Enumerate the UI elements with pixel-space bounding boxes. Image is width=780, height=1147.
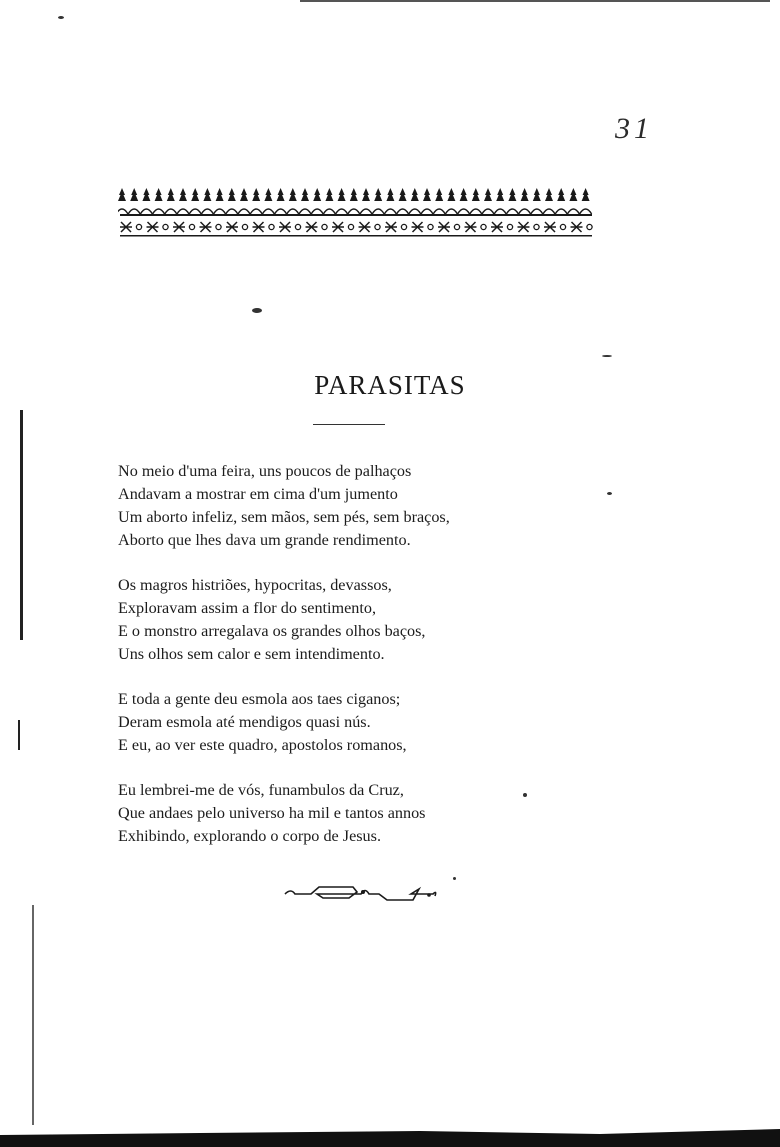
scan-left-edge-mark bbox=[18, 720, 20, 750]
ornament-spire bbox=[350, 188, 358, 201]
ornament-ring bbox=[295, 224, 300, 229]
poem-line: E toda a gente deu esmola aos taes ciganos; bbox=[118, 690, 401, 708]
poem-line: Um aborto infeliz, sem mãos, sem pés, sem braços, bbox=[118, 508, 450, 526]
ink-speck bbox=[252, 308, 262, 313]
stanza-3 bbox=[118, 688, 588, 757]
ornament-spire bbox=[191, 188, 199, 201]
poem-line: Eu lembrei-me de vós, funambulos da Cruz, bbox=[118, 781, 404, 799]
stanza-2 bbox=[118, 574, 588, 666]
poem-line: Os magros histriões, hypocritas, devassos, bbox=[118, 576, 392, 594]
ornament-star bbox=[491, 222, 503, 232]
ornament-spire bbox=[264, 188, 272, 201]
ornament-arch bbox=[336, 209, 348, 214]
ornament-ring bbox=[242, 224, 247, 229]
ornament-star bbox=[332, 222, 344, 232]
ornament-star bbox=[226, 222, 238, 232]
ornament-spire bbox=[472, 188, 480, 201]
ornament-spire bbox=[179, 188, 187, 201]
ornament-spire bbox=[508, 188, 516, 201]
ornament-spire bbox=[313, 188, 321, 201]
ornament-spire bbox=[569, 188, 577, 201]
ink-speck bbox=[607, 492, 612, 495]
ornament-arch bbox=[323, 209, 335, 214]
ornament-ring bbox=[348, 224, 353, 229]
ornament-spire bbox=[216, 188, 224, 201]
stanza-4 bbox=[118, 779, 588, 848]
ornament-arch bbox=[299, 209, 311, 214]
ornament-arch bbox=[118, 209, 128, 214]
title-underline bbox=[313, 424, 385, 425]
ornament-spire bbox=[362, 188, 370, 201]
stanza-1 bbox=[118, 460, 588, 552]
ornament-star bbox=[465, 222, 477, 232]
ornament-arch bbox=[250, 209, 262, 214]
ink-speck bbox=[523, 793, 527, 797]
ornament-spire bbox=[130, 188, 138, 201]
ornament-arch bbox=[567, 209, 579, 214]
ornament-arch bbox=[421, 209, 433, 214]
ornament-spire bbox=[338, 188, 346, 201]
ornament-ring bbox=[189, 224, 194, 229]
ornament-arch bbox=[287, 209, 299, 214]
ornament-spire bbox=[496, 188, 504, 201]
ornament-ring bbox=[507, 224, 512, 229]
ornament-arch bbox=[226, 209, 238, 214]
ornament-spire bbox=[447, 188, 455, 201]
ornament-ring bbox=[481, 224, 486, 229]
ornament-star bbox=[253, 222, 265, 232]
ornament-arch bbox=[494, 209, 506, 214]
ornament-ring bbox=[560, 224, 565, 229]
ornament-spire bbox=[118, 188, 126, 201]
poem-line: Uns olhos sem calor e sem intendimento. bbox=[118, 645, 385, 663]
ornament-arch bbox=[201, 209, 213, 214]
ornament-arch bbox=[543, 209, 555, 214]
ornament-arch bbox=[458, 209, 470, 214]
poem-line: Aborto que lhes dava um grande rendimento. bbox=[118, 531, 411, 549]
ornament-arch bbox=[531, 209, 543, 214]
ornament-arch bbox=[519, 209, 531, 214]
ornament-spire bbox=[533, 188, 541, 201]
ornament-arch bbox=[238, 209, 250, 214]
ornament-spire bbox=[289, 188, 297, 201]
poem-line: Deram esmola até mendigos quasi nús. bbox=[118, 713, 371, 731]
ornament-star bbox=[438, 222, 450, 232]
ornament-ring bbox=[216, 224, 221, 229]
ornament-spire bbox=[240, 188, 248, 201]
ornament-spire bbox=[521, 188, 529, 201]
ornament-arch bbox=[360, 209, 372, 214]
ornament-spire bbox=[545, 188, 553, 201]
poem-title: PARASITAS bbox=[314, 370, 466, 400]
ornament-spire bbox=[399, 188, 407, 201]
ornament-arch bbox=[153, 209, 165, 214]
ornament-spire bbox=[252, 188, 260, 201]
end-ornament-flourish bbox=[283, 884, 439, 904]
poem-line: Exploravam assim a flor do sentimento, bbox=[118, 599, 377, 617]
ornament-arch bbox=[580, 209, 592, 214]
ornament-spire bbox=[557, 188, 565, 201]
poem-line: E o monstro arregalava os grandes olhos baços, bbox=[118, 622, 426, 640]
scan-left-edge-mark bbox=[20, 410, 23, 640]
ornament-ring bbox=[534, 224, 539, 229]
page-number: 31 bbox=[615, 112, 653, 145]
ornament-star bbox=[173, 222, 185, 232]
ornament-spire bbox=[325, 188, 333, 201]
ornament-spire bbox=[228, 188, 236, 201]
ornament-arch bbox=[140, 209, 152, 214]
ornament-spire bbox=[277, 188, 285, 201]
ornament-arch bbox=[262, 209, 274, 214]
ornament-spire bbox=[374, 188, 382, 201]
ornament-rule bbox=[120, 235, 592, 237]
ornament-arch bbox=[470, 209, 482, 214]
ornament-arch bbox=[311, 209, 323, 214]
ornament-ring bbox=[163, 224, 168, 229]
ornament-arch bbox=[433, 209, 445, 214]
ornament-arch bbox=[445, 209, 457, 214]
ornament-spire bbox=[423, 188, 431, 201]
ornament-fringe bbox=[120, 214, 592, 216]
poem-line: Andavam a mostrar em cima d'um jumento bbox=[118, 485, 398, 503]
ornament-arch bbox=[128, 209, 140, 214]
poem-line: Que andaes pelo universo ha mil e tantos annos bbox=[118, 804, 426, 822]
ornament-star bbox=[571, 222, 583, 232]
ornament-ring bbox=[401, 224, 406, 229]
ornament-spire bbox=[484, 188, 492, 201]
ornament-spire bbox=[435, 188, 443, 201]
ornament-star bbox=[359, 222, 371, 232]
poem-line: Exhibindo, explorando o corpo de Jesus. bbox=[118, 827, 381, 845]
scan-bottom-edge bbox=[0, 1125, 780, 1147]
ornament-ring bbox=[587, 224, 592, 229]
ornament-arch bbox=[372, 209, 384, 214]
ornament-arch bbox=[555, 209, 567, 214]
ornament-star bbox=[385, 222, 397, 232]
poem-line: No meio d'uma feira, uns poucos de palhaços bbox=[118, 462, 412, 480]
ornament-arch bbox=[482, 209, 494, 214]
ornament-ring bbox=[454, 224, 459, 229]
ornament-spire bbox=[167, 188, 175, 201]
ornament-spire bbox=[142, 188, 150, 201]
ink-speck bbox=[453, 877, 456, 880]
ornament-arch bbox=[214, 209, 226, 214]
ink-speck bbox=[58, 16, 64, 19]
ornament-ring bbox=[269, 224, 274, 229]
ornament-arch bbox=[384, 209, 396, 214]
ink-speck bbox=[602, 355, 612, 357]
scan-left-edge-mark bbox=[32, 905, 34, 1125]
ornament-ring bbox=[428, 224, 433, 229]
ornament-arch bbox=[506, 209, 518, 214]
ornament-star bbox=[200, 222, 212, 232]
ornament-arch bbox=[177, 209, 189, 214]
ornament-star bbox=[544, 222, 556, 232]
poem-body bbox=[118, 460, 588, 870]
ornament-spire bbox=[460, 188, 468, 201]
ornament-spire bbox=[155, 188, 163, 201]
ornament-arch bbox=[348, 209, 360, 214]
ornament-star bbox=[518, 222, 530, 232]
ornament-star bbox=[147, 222, 159, 232]
ornament-spire bbox=[301, 188, 309, 201]
ornament-arch bbox=[409, 209, 421, 214]
ornament-arch bbox=[189, 209, 201, 214]
ornament-star bbox=[412, 222, 424, 232]
ornament-arch bbox=[275, 209, 287, 214]
ornament-spire bbox=[386, 188, 394, 201]
ornament-star bbox=[120, 222, 132, 232]
ornament-ring bbox=[322, 224, 327, 229]
ornament-ring bbox=[136, 224, 141, 229]
ornament-ring bbox=[375, 224, 380, 229]
ornament-star bbox=[306, 222, 318, 232]
ornament-spire bbox=[203, 188, 211, 201]
poem-line: E eu, ao ver este quadro, apostolos romanos, bbox=[118, 736, 407, 754]
ornament-arch bbox=[165, 209, 177, 214]
ornament-spire bbox=[411, 188, 419, 201]
ornament-star bbox=[279, 222, 291, 232]
decorative-header-ornament bbox=[118, 186, 594, 238]
ornament-arch bbox=[397, 209, 409, 214]
scan-top-edge bbox=[300, 0, 770, 2]
ornament-spire bbox=[582, 188, 590, 201]
